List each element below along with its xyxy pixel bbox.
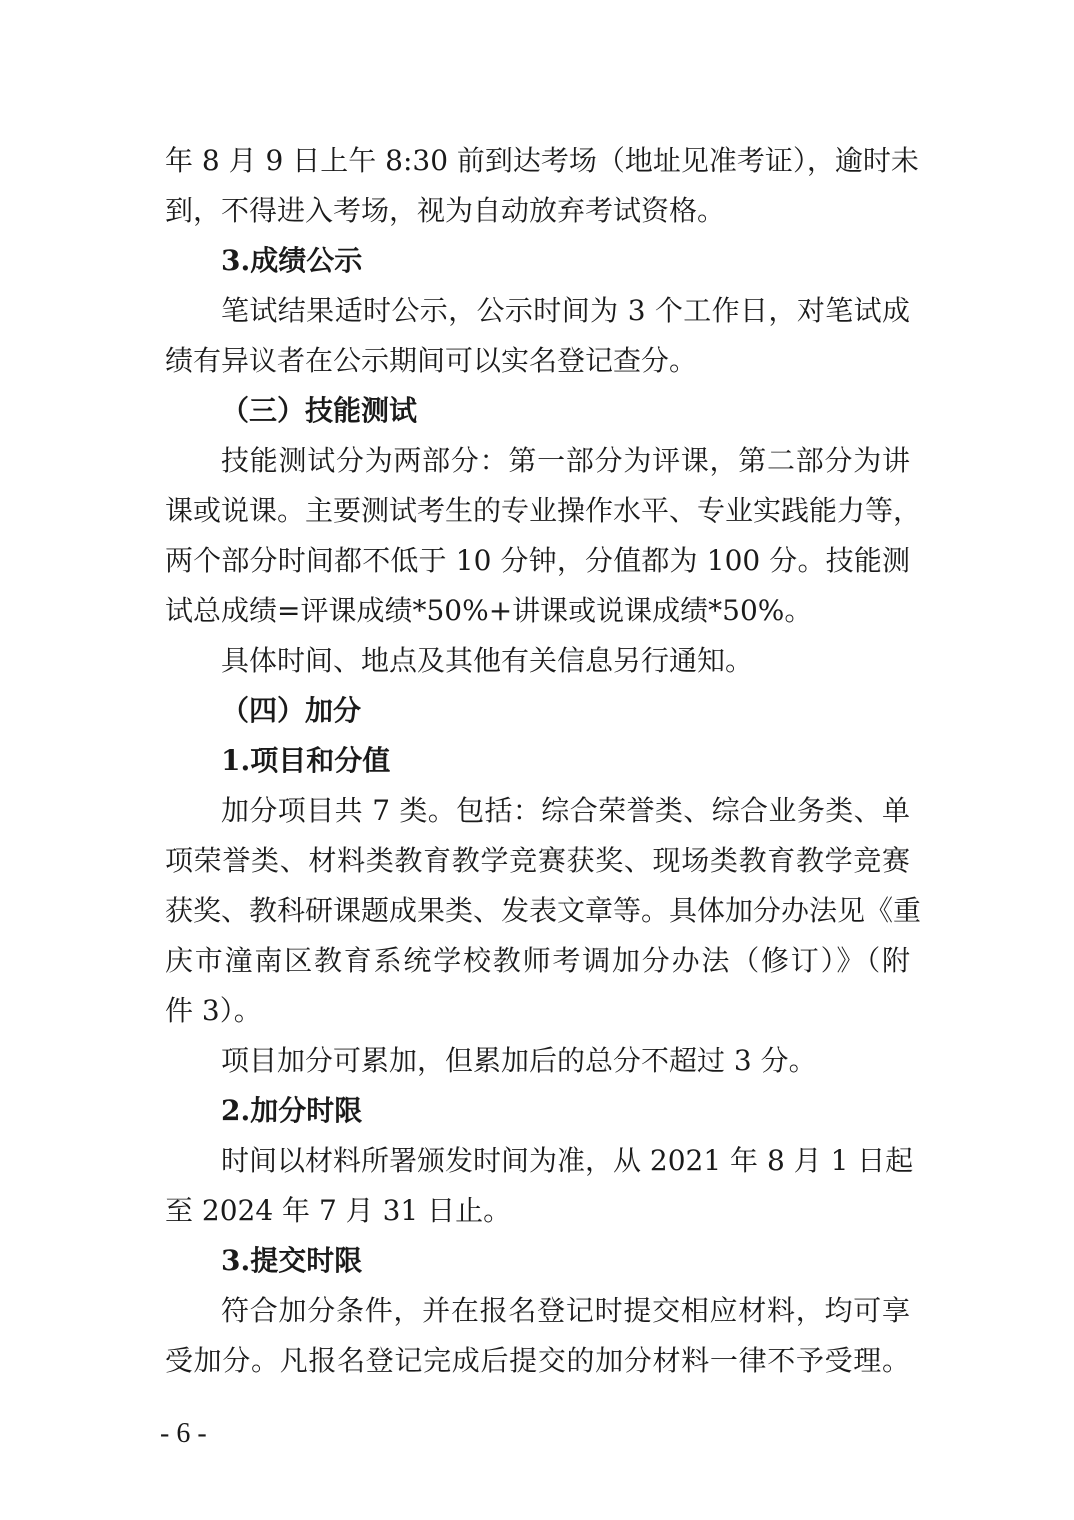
- paragraph-line: 符合加分条件，并在报名登记时提交相应材料，均可享: [221, 1294, 910, 1327]
- paragraph-line: 试总成绩=评课成绩*50%+讲课或说课成绩*50%。: [165, 594, 813, 627]
- document-body: [165, 136, 922, 1386]
- paragraph-line: 年 8 月 9 日上午 8:30 前到达考场（地址见准考证），逾时未: [165, 144, 919, 177]
- paragraph-line: 受加分。凡报名登记完成后提交的加分材料一律不予受理。: [165, 1344, 910, 1377]
- paragraph-line: 获奖、教科研课题成果类、发表文章等。具体加分办法见《重: [165, 894, 922, 927]
- paragraph-line: 到，不得进入考场，视为自动放弃考试资格。: [165, 194, 726, 227]
- section-heading: 1.项目和分值: [221, 744, 391, 777]
- paragraph-line: 技能测试分为两部分：第一部分为评课，第二部分为讲: [221, 444, 910, 477]
- paragraph-line: 件 3）。: [165, 994, 262, 1027]
- paragraph-line: 具体时间、地点及其他有关信息另行通知。: [221, 644, 754, 677]
- paragraph-line: 至 2024 年 7 月 31 日止。: [165, 1194, 512, 1227]
- paragraph-line: 加分项目共 7 类。包括：综合荣誉类、综合业务类、单: [221, 794, 910, 827]
- paragraph-line: 项荣誉类、材料类教育教学竞赛获奖、现场类教育教学竞赛: [165, 844, 910, 877]
- paragraph-line: 庆市潼南区教育系统学校教师考调加分办法（修订）》（附: [165, 944, 910, 977]
- paragraph-line: 笔试结果适时公示，公示时间为 3 个工作日，对笔试成: [221, 294, 910, 327]
- section-heading: 3.提交时限: [221, 1244, 363, 1277]
- section-heading: 3.成绩公示: [221, 244, 363, 277]
- paragraph-line: 课或说课。主要测试考生的专业操作水平、专业实践能力等，: [165, 494, 922, 527]
- paragraph-line: 两个部分时间都不低于 10 分钟，分值都为 100 分。技能测: [165, 544, 910, 577]
- section-heading: （三）技能测试: [221, 394, 418, 427]
- paragraph-line: 绩有异议者在公示期间可以实名登记查分。: [165, 344, 698, 377]
- page-number: - 6 -: [160, 1418, 207, 1449]
- section-heading: （四）加分: [221, 694, 362, 727]
- section-heading: 2.加分时限: [221, 1094, 363, 1127]
- paragraph-line: 时间以材料所署颁发时间为准，从 2021 年 8 月 1 日起: [221, 1144, 914, 1177]
- paragraph-line: 项目加分可累加，但累加后的总分不超过 3 分。: [221, 1044, 817, 1077]
